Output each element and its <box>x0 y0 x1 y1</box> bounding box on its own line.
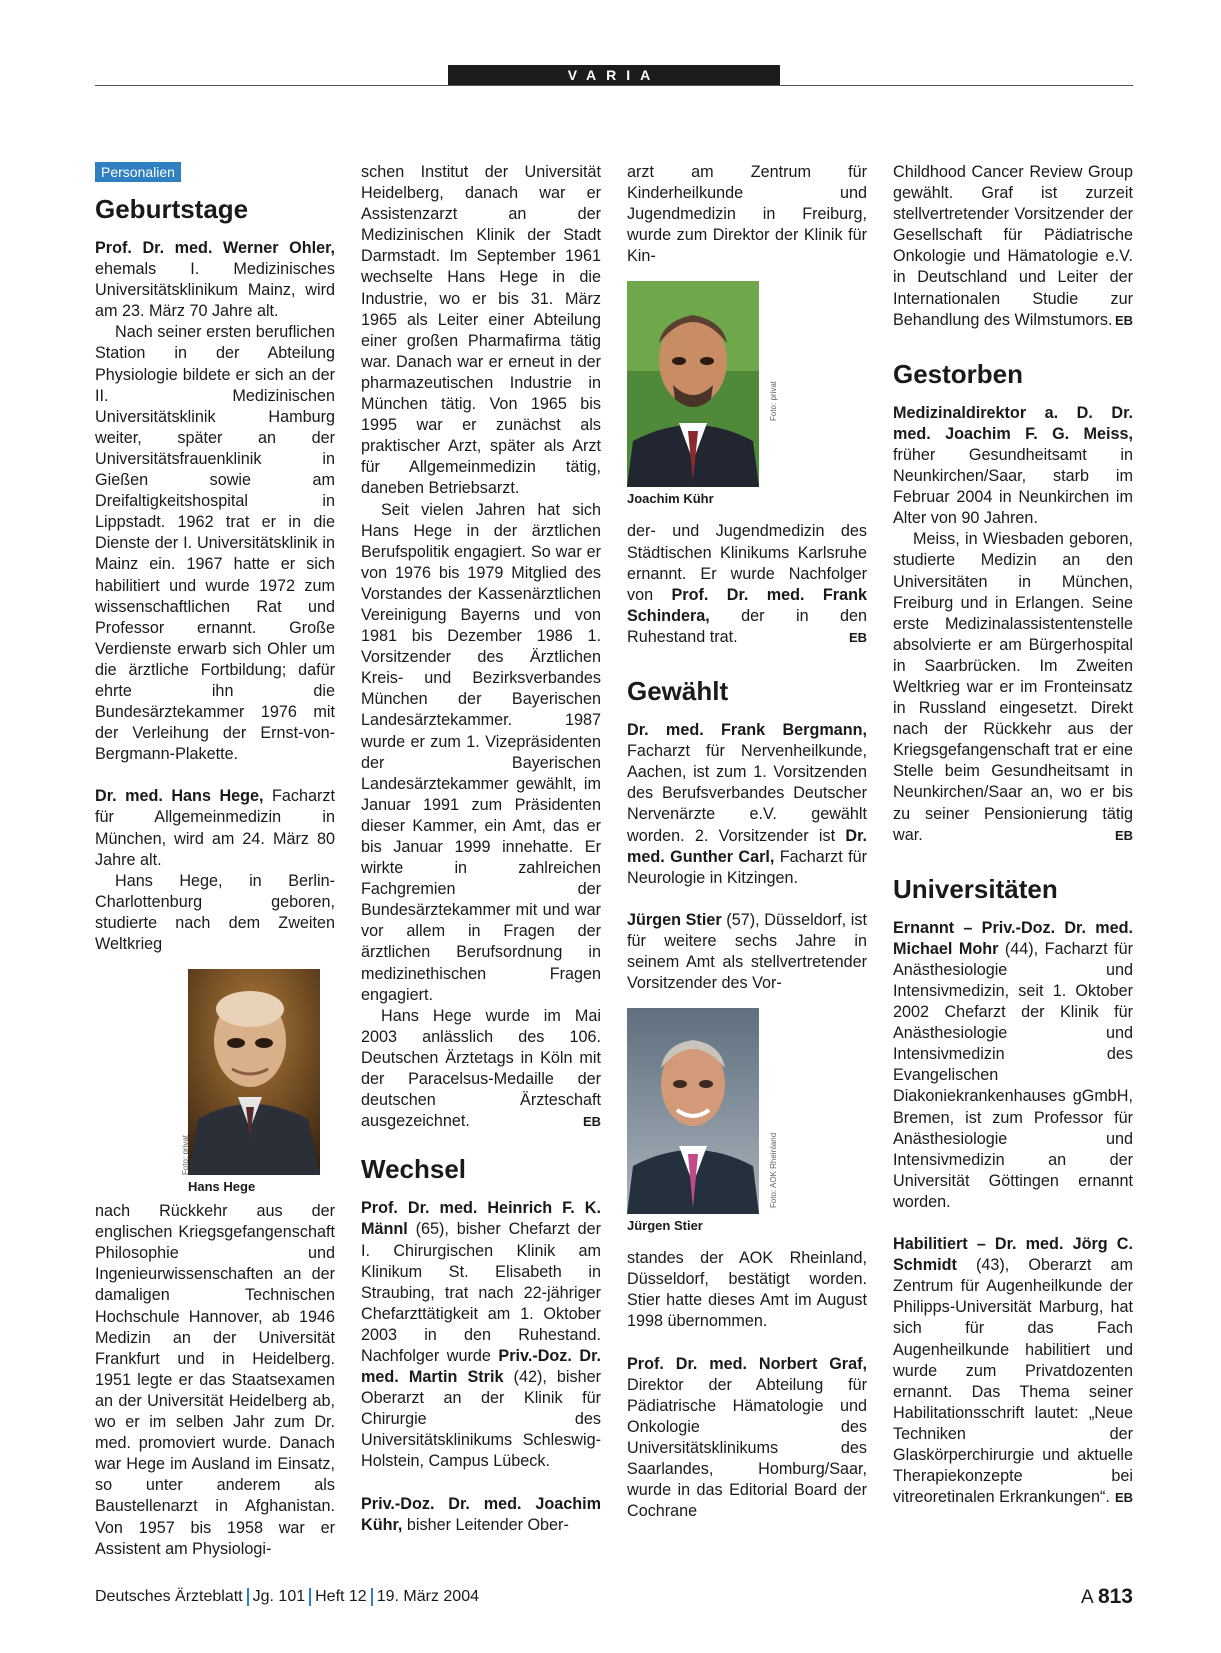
paragraph-mohr: Ernannt – Priv.-Doz. Dr. med. Michael Mohr (44), Facharzt für Anästhesiologie und Intensivmedizin, seit 1. Oktober 2002 Chefarzt der Klinik für Anästhesiologie und Intensivmedizin des Evangelischen Diakoniekrankenhauses gGmbH, Bremen, ist zum Professor für Anästhesiologie und Intensivmedizin an der Universität Göttingen ernannt worden. <box>893 918 1134 1211</box>
author-initials: EB <box>1114 827 1133 843</box>
header-rule <box>95 85 1133 86</box>
paragraph-hege-career: schen Institut der Universität Heidelberg, danach war er Assistenzarzt an der Medizinischen Klinik der Stadt Darmstadt. Im September 1961 wechselte Hans Hege in die Industrie, wo er bis 31. März 1965 als Leiter einer Abteilung einer großen Pharmafirma tätig war. Danach war er erneut in der pharmazeutischen Industrie in München tätig. Von 1965 bis 1995 war er zunächst als praktischer Arzt, später als Arzt für Allgemeinmedizin tätig, daneben Betriebsarzt. <box>361 163 601 498</box>
column-3 <box>627 162 867 1522</box>
portrait-image <box>627 1008 759 1214</box>
paragraph-ohler-intro: Prof. Dr. med. Werner Ohler, ehemals I. Medizinisches Universitätsklinikum Mainz, wird am 23. März 70 Jahre alt. <box>95 239 335 321</box>
author-initials: EB <box>1114 312 1133 328</box>
paragraph-kuehr-end: der- und Jugendmedizin des Städtischen Klinikums Karlsruhe ernannt. Er wurde Nachfolger von Prof. Dr. med. Frank Schindera, der in den Ruhestand trat. EB <box>627 521 867 648</box>
photo-credit: Foto: privat <box>769 381 778 422</box>
paragraph-hege-bio-cont: nach Rückkehr aus der englischen Kriegsgefangenschaft Philosophie und Ingenieurwissenschaften an der damaligen Technischen Hochschule Hannover, ab 1946 Medizin an der Universität Frankfurt und in Heidelberg. 1951 legte er das Staatsexamen an der Universität Heidelberg ab, wo er im selben Jahr zum Dr. med. promoviert wurde. Danach war Hege im Ausland im Einsatz, so unter anderem als Baustellenarzt in Afghanistan. Von 1957 bis 1958 war er Assistent am Physiologi- <box>95 1202 335 1558</box>
paragraph-hege-award: Hans Hege wurde im Mai 2003 anlässlich des 106. Deutschen Ärztetags in Köln mit der Paracelsus-Medaille der deutschen Ärzteschaft ausgezeichnet. EB <box>361 1006 601 1133</box>
paragraph-meiss-intro: Medizinaldirektor a. D. Dr. med. Joachim F. G. Meiss, früher Gesundheitsamt in Neunkirchen/Saar, starb im Februar 2004 in Neunkirchen im Alter von 90 Jahren. <box>893 403 1133 528</box>
paragraph-stier-cont: standes der AOK Rheinland, Düsseldorf, bestätigt worden. Stier hatte dieses Amt im August 1998 übernommen. <box>627 1249 867 1331</box>
photo-caption: Jürgen Stier <box>627 1218 703 1234</box>
paragraph-meiss-bio: Meiss, in Wiesbaden geboren, studierte Medizin an den Universitäten in München, Freiburg und in Erlangen. Seine erste Medizinalassistentenstelle absolvierte er am Bürgerhospital in Saarbrücken. Im Zweiten Weltkrieg war er im Fronteinsatz in Russland eingesetzt. Direkt nach der Rückkehr aus der Kriegsgefangenschaft trat er eine Stelle beim Gesundheitsamt in Neunkirchen/Saar an, wo er bis zu seiner Pensionierung tätig war. EB <box>893 529 1133 845</box>
heading-geburtstage: Geburtstage <box>95 194 249 224</box>
heading-gestorben: Gestorben <box>893 358 1024 389</box>
photo-caption: Joachim Kühr <box>627 491 714 507</box>
journal-name: Deutsches Ärzteblatt <box>95 1588 243 1605</box>
person-name: Dr. med. Hans Hege, <box>95 787 264 806</box>
person-name: Medizinaldirektor a. D. Dr. med. Joachim F. G. Meiss, <box>893 403 1133 443</box>
footer-separator <box>247 1588 249 1606</box>
column-2 <box>361 162 601 1536</box>
paragraph-ohler-bio: Nach seiner ersten beruflichen Station in der Abteilung Physiologie bildete er sich an der II. Medizinischen Universitätsklinik Hamburg weiter, später an der Universitätsfrauenklinik in Gießen sowie am Dreifaltigkeitshospital in Lippstadt. 1962 trat er in die Dienste der I. Universitätsklinik in Mainz ein. 1967 hatte er sich habilitiert und wurde 1972 zum wissenschaftlichen Rat und Professor ernannt. Große Verdienste erwarb sich Ohler um die ärztliche Fortbildung; dafür ehrte ihn die Bundesärztekammer 1976 mit der Verleihung der Ernst-von-Bergmann-Plakette. <box>95 323 335 764</box>
author-initials: EB <box>848 629 867 645</box>
heading-wechsel: Wechsel <box>361 1154 467 1185</box>
rubric-badge: Personalien <box>95 162 181 182</box>
paragraph-stier-intro: Jürgen Stier (57), Düsseldorf, ist für weitere sechs Jahre in seinem Amt als stellvertretender Vorsitzender des Vor- <box>627 910 867 993</box>
person-name: Dr. med. Gunther Carl, <box>627 826 867 866</box>
journal-volume: Jg. 101 <box>252 1588 306 1605</box>
author-initials: EB <box>582 1114 601 1130</box>
portrait-image <box>188 969 320 1175</box>
person-name: Prof. Dr. med. Werner Ohler, <box>95 239 335 257</box>
heading-universitaeten: Universitäten <box>893 873 1058 904</box>
section-header: VARIA <box>448 65 780 85</box>
photo-hans-hege <box>95 969 335 1195</box>
portrait-image <box>627 281 759 487</box>
page-number: A 813 <box>1081 1585 1133 1608</box>
person-name: Prof. Dr. med. Heinrich F. K. Männl <box>361 1199 601 1239</box>
person-name: Habilitiert – Dr. med. Jörg C. Schmidt <box>893 1235 1133 1275</box>
paragraph-graf-cont: Childhood Cancer Review Group gewählt. Graf ist zurzeit stellvertretender Vorsitzender der Gesellschaft für Pädiatrische Onkologie und Hämatologie e.V. in Deutschland und Leiter der Internationalen Studie zur Behandlung des Wilmstumors. EB <box>893 162 1133 331</box>
paragraph-kuehr-intro: Priv.-Doz. Dr. med. Joachim Kühr, bisher Leitender Ober- <box>361 1494 601 1534</box>
page-footer <box>95 1585 1133 1609</box>
paragraph-bergmann: Dr. med. Frank Bergmann, Facharzt für Nervenheilkunde, Aachen, ist zum 1. Vorsitzenden des Berufsverbandes Deutscher Nervenärzte e.V. gewählt worden. 2. Vorsitzender ist Dr. med. Gunther Carl, Facharzt für Neurologie in Kitzingen. <box>627 721 868 887</box>
author-initials: EB <box>1114 1490 1133 1506</box>
person-name: Jürgen Stier <box>627 910 722 929</box>
journal-date: 19. März 2004 <box>376 1588 479 1605</box>
photo-credit: Foto: AOK Rheinland <box>769 1133 778 1209</box>
paragraph-hege-politics: Seit vielen Jahren hat sich Hans Hege in der ärztlichen Berufspolitik engagiert. So war er von 1976 bis 1979 Mitglied des Vorstandes der Kassenärztlichen Vereinigung Bayerns und von 1981 bis Dezember 1986 1. Vorsitzender des Ärztlichen Kreis- und Bezirksverbandes München der Bayerischen Landesärztekammer. 1987 wurde er zum 1. Vizepräsidenten der Bayerischen Landesärztekammer gewählt, im Januar 1991 zum Präsidenten dieser Kammer, ein Amt, das er bis Januar 1999 innehatte. Er wirkte in zahlreichen Fachgremien der Bundesärztekammer mit und war vor allem in Fragen der ärztlichen Berufsordnung in medizinethischen Fragen engagiert. <box>361 500 601 1004</box>
person-name: Prof. Dr. med. Norbert Graf, <box>627 1354 867 1373</box>
person-name: Dr. med. Frank Bergmann, <box>627 721 867 740</box>
person-name: Priv.-Doz. Dr. med. Martin Strik <box>361 1346 601 1387</box>
column-1 <box>95 162 335 1560</box>
paragraph-schmidt: Habilitiert – Dr. med. Jörg C. Schmidt (43), Oberarzt am Zentrum für Augenheilkunde der Philipps-Universität Marburg, hat sich für das Fach Augenheilkunde habilitiert und wurde zum Privatdozenten ernannt. Das Thema seiner Habilitationsschrift lautet: „Neue Techniken der Glaskörperchirurgie und aktuelle Therapiekonzepte bei vitreoretinalen Erkrankungen“. EB <box>893 1234 1133 1508</box>
paragraph-graf: Prof. Dr. med. Norbert Graf, Direktor der Abteilung für Pädiatrische Hämatologie und Onkologie des Universitätsklinikums des Saarlandes, Homburg/Saar, wurde in das Editorial Board der Cochrane <box>627 1354 867 1521</box>
journal-issue: Heft 12 <box>315 1588 367 1605</box>
photo-credit: Foto: privat <box>181 1135 190 1176</box>
person-name: Ernannt – Priv.-Doz. Dr. med. Michael Mohr <box>893 918 1133 958</box>
person-name: Prof. Dr. med. Frank Schindera, <box>627 585 867 625</box>
footer-separator <box>309 1588 311 1606</box>
paragraph-kuehr-cont: arzt am Zentrum für Kinderheilkunde und Jugendmedizin in Freiburg, wurde zum Direktor der Klinik für Kin- <box>627 163 867 266</box>
footer-separator <box>371 1588 373 1606</box>
paragraph-hege-intro: Dr. med. Hans Hege, Facharzt für Allgemeinmedizin in München, wird am 24. März 80 Jahre alt. <box>95 787 335 869</box>
photo-joachim-kuehr <box>627 281 867 507</box>
column-4 <box>893 162 1133 1508</box>
person-name: Priv.-Doz. Dr. med. Joachim Kühr, <box>361 1494 601 1534</box>
photo-caption: Hans Hege <box>188 1179 256 1195</box>
heading-gewaehlt: Gewählt <box>627 676 729 707</box>
paragraph-maennl: Prof. Dr. med. Heinrich F. K. Männl (65), bisher Chefarzt der I. Chirurgischen Klinik am Klinikum St. Elisabeth in Straubing, trat nach 22-jähriger Chefarzttätigkeit am 1. Oktober 2003 in den Ruhestand. Nachfolger wurde Priv.-Doz. Dr. med. Martin Strik (42), bisher Oberarzt an der Klinik für Chirurgie des Universitätsklinikums Schleswig-Holstein, Campus Lübeck. <box>361 1199 602 1471</box>
photo-juergen-stier <box>627 1008 867 1234</box>
paragraph-hege-bio: Hans Hege, in Berlin-Charlottenburg geboren, studierte nach dem Zweiten Weltkrieg <box>95 871 335 953</box>
